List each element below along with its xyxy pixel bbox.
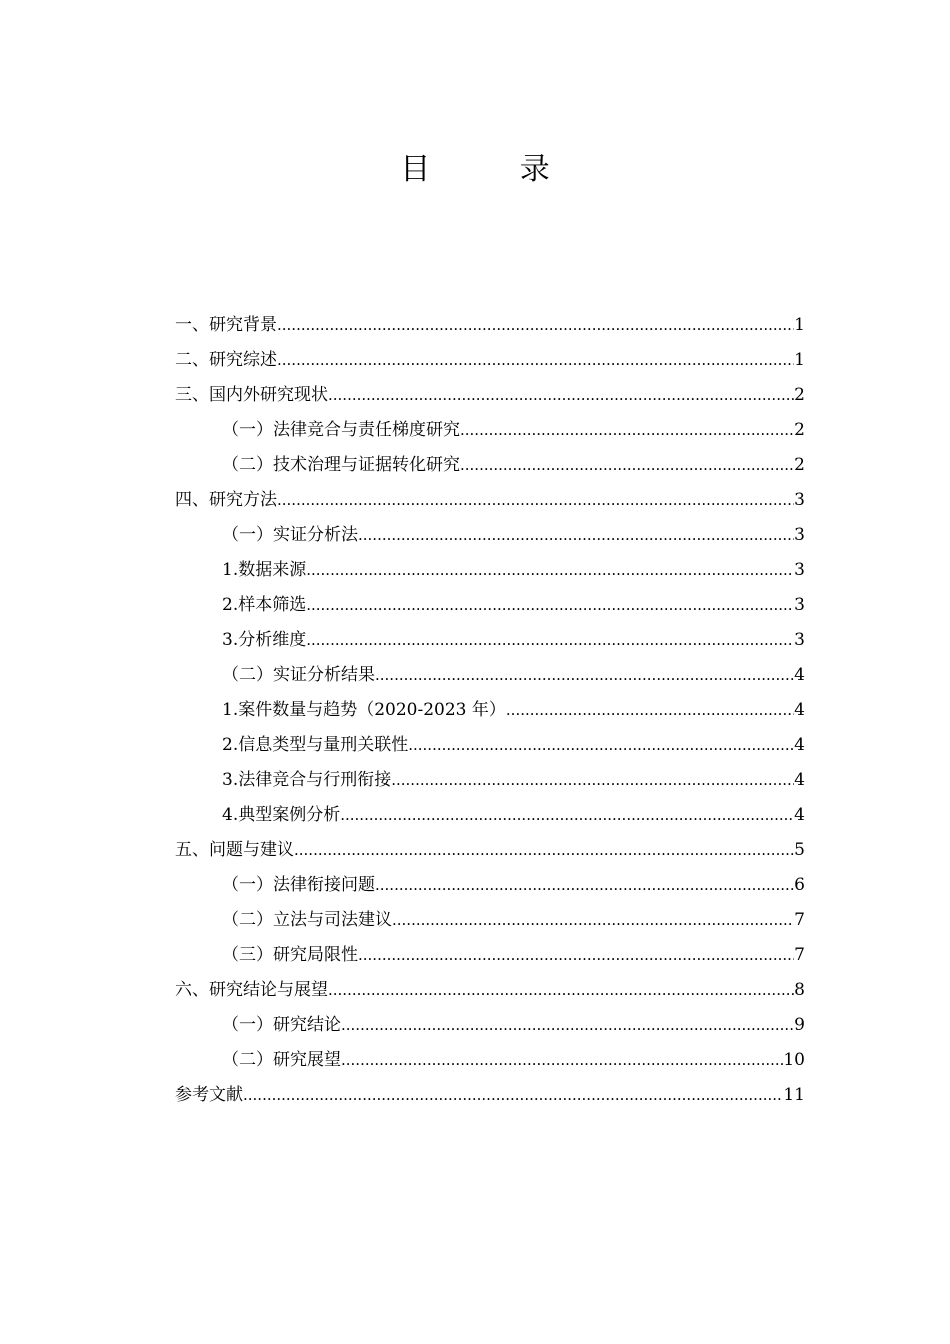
toc-entry[interactable] <box>175 413 805 448</box>
toc-entry[interactable] <box>175 553 805 588</box>
toc-leader-dots <box>294 833 794 868</box>
toc-leader-dots <box>277 308 794 343</box>
toc-entry-label: （一）法律衔接问题 <box>222 875 375 895</box>
toc-entry-page: 4 <box>794 665 805 685</box>
toc-entry-label: 参考文献 <box>175 1085 243 1105</box>
toc-entry-page: 3 <box>794 595 805 615</box>
toc-entry[interactable] <box>175 483 805 518</box>
toc-entry-page: 1 <box>794 350 805 370</box>
toc-entry-page: 1 <box>794 315 805 335</box>
toc-entry-page: 8 <box>794 980 805 1000</box>
toc-leader-dots <box>408 728 794 763</box>
toc-entry-label: 2.信息类型与量刑关联性 <box>222 735 409 755</box>
toc-entry-label: （三）研究局限性 <box>222 945 358 965</box>
toc-entry-label: （二）技术治理与证据转化研究 <box>222 455 460 475</box>
toc-entry-label: （一）实证分析法 <box>222 525 358 545</box>
toc-leader-dots <box>243 1078 783 1113</box>
toc-leader-dots <box>506 693 794 728</box>
toc-leader-dots <box>375 868 794 903</box>
toc-entry-label: 三、国内外研究现状 <box>175 385 328 405</box>
toc-entry[interactable] <box>175 1078 805 1113</box>
toc-leader-dots <box>391 763 794 798</box>
toc-entry-page: 3 <box>794 525 805 545</box>
toc-entry-page: 4 <box>794 805 805 825</box>
toc-leader-dots <box>358 518 794 553</box>
toc-entry-label: 4.典型案例分析 <box>222 805 341 825</box>
toc-entry-page: 6 <box>794 875 805 895</box>
toc-entry-label: 四、研究方法 <box>175 490 277 510</box>
toc-leader-dots <box>277 343 794 378</box>
toc-leader-dots <box>306 588 794 623</box>
toc-entry[interactable] <box>175 693 805 728</box>
toc-entry[interactable] <box>175 378 805 413</box>
toc-entry[interactable] <box>175 833 805 868</box>
toc-leader-dots <box>341 1008 794 1043</box>
toc-entry-page: 9 <box>794 1015 805 1035</box>
toc-entry-label: （一）研究结论 <box>222 1015 341 1035</box>
toc-entry[interactable] <box>175 308 805 343</box>
toc-entry[interactable] <box>175 1008 805 1043</box>
toc-entry-label: （一）法律竞合与责任梯度研究 <box>222 420 460 440</box>
toc-entry[interactable] <box>175 658 805 693</box>
toc-entry-label: 二、研究综述 <box>175 350 277 370</box>
toc-entry-page: 4 <box>794 735 805 755</box>
toc-leader-dots <box>358 938 794 973</box>
toc-leader-dots <box>341 1043 783 1078</box>
toc-entry-label: 3.分析维度 <box>222 630 307 650</box>
toc-entry[interactable] <box>175 973 805 1008</box>
toc-leader-dots <box>328 378 794 413</box>
toc-entry-page: 3 <box>794 630 805 650</box>
toc-entry[interactable] <box>175 518 805 553</box>
toc-leader-dots <box>375 658 794 693</box>
toc-entry[interactable] <box>175 588 805 623</box>
toc-entry[interactable] <box>175 623 805 658</box>
toc-entry[interactable] <box>175 903 805 938</box>
toc-entry[interactable] <box>175 728 805 763</box>
toc-entry-label: 一、研究背景 <box>175 315 277 335</box>
toc-entry-label: 1.案件数量与趋势（2020-2023 年） <box>222 700 506 720</box>
toc-leader-dots <box>340 798 794 833</box>
toc-entry-page: 2 <box>794 420 805 440</box>
toc-entry[interactable] <box>175 448 805 483</box>
toc-leader-dots <box>460 413 794 448</box>
toc-entry[interactable] <box>175 763 805 798</box>
toc-entry[interactable] <box>175 798 805 833</box>
toc-entry-label: （二）实证分析结果 <box>222 665 375 685</box>
toc-entry-page: 4 <box>794 700 805 720</box>
toc-leader-dots <box>306 553 794 588</box>
toc-entry-page: 3 <box>794 490 805 510</box>
toc-leader-dots <box>460 448 794 483</box>
table-of-contents <box>175 308 805 1113</box>
toc-entry[interactable] <box>175 343 805 378</box>
toc-entry[interactable] <box>175 1043 805 1078</box>
toc-entry-label: 3.法律竞合与行刑衔接 <box>222 770 392 790</box>
toc-entry-page: 2 <box>794 455 805 475</box>
toc-entry-page: 7 <box>794 910 805 930</box>
toc-entry-label: （二）研究展望 <box>222 1050 341 1070</box>
toc-entry[interactable] <box>175 938 805 973</box>
toc-leader-dots <box>328 973 794 1008</box>
toc-leader-dots <box>277 483 794 518</box>
toc-entry-page: 2 <box>794 385 805 405</box>
page-title: 目 录 <box>400 152 590 187</box>
toc-leader-dots <box>306 623 794 658</box>
toc-leader-dots <box>392 903 794 938</box>
toc-entry-page: 5 <box>794 840 805 860</box>
toc-entry-label: 2.样本筛选 <box>222 595 307 615</box>
toc-entry-label: 六、研究结论与展望 <box>175 980 328 1000</box>
toc-entry-page: 3 <box>794 560 805 580</box>
toc-entry-page: 7 <box>794 945 805 965</box>
toc-entry-label: 1.数据来源 <box>222 560 307 580</box>
toc-entry-label: （二）立法与司法建议 <box>222 910 392 930</box>
toc-entry-label: 五、问题与建议 <box>175 840 294 860</box>
toc-entry-page: 11 <box>783 1085 805 1105</box>
toc-entry-page: 4 <box>794 770 805 790</box>
toc-entry-page: 10 <box>783 1050 805 1070</box>
toc-entry[interactable] <box>175 868 805 903</box>
